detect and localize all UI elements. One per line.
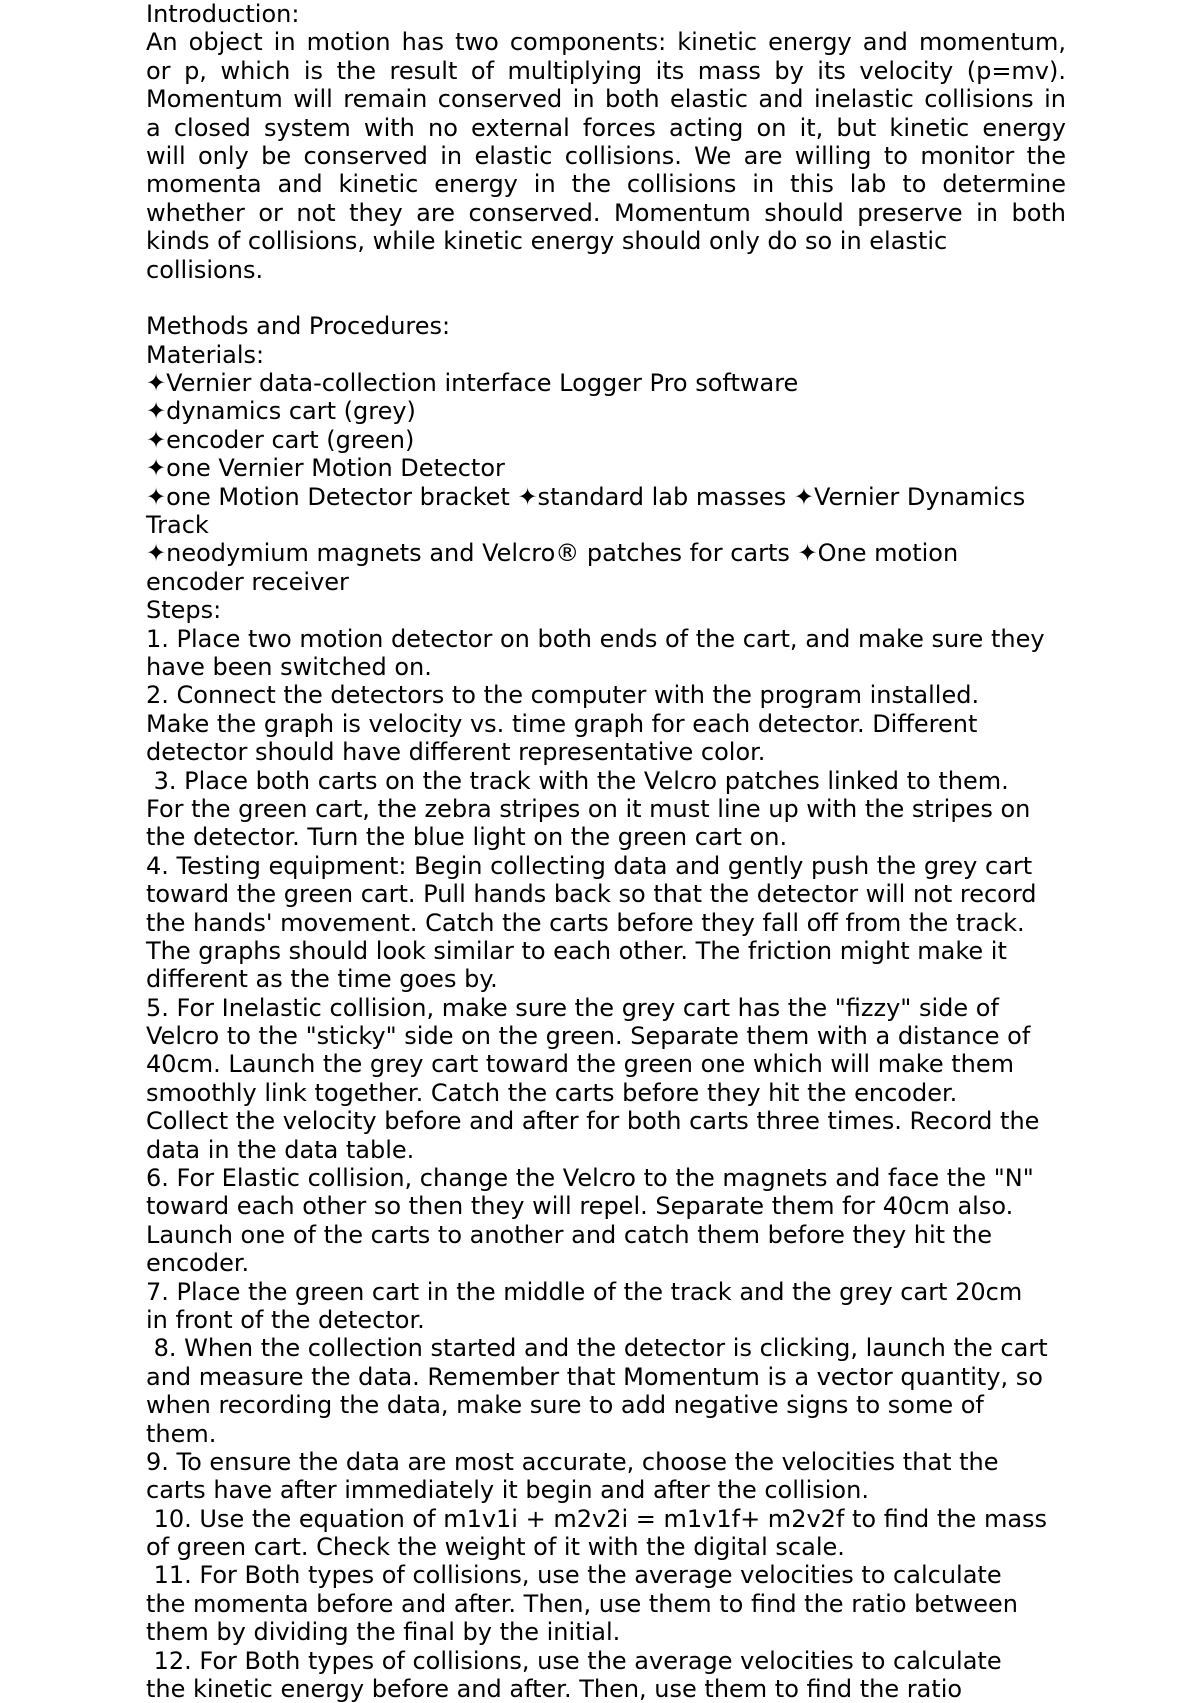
step-line: Make the graph is velocity vs. time graph for each detector. Different xyxy=(146,709,978,738)
step-line: the momenta before and after. Then, use them to find the ratio between xyxy=(146,1589,1018,1618)
step-line: 10. Use the equation of m1v1i + m2v2i = m1v1f+ m2v2f to find the mass xyxy=(146,1504,1048,1533)
step-line: in front of the detector. xyxy=(146,1305,425,1334)
step-line: Launch one of the carts to another and catch them before they hit the xyxy=(146,1220,993,1249)
blank-line xyxy=(146,284,1066,312)
step-line: the hands' movement. Catch the carts before they fall off from the track. xyxy=(146,908,1025,937)
intro-line: kinds of collisions, while kinetic energy should only do so in elastic xyxy=(146,227,948,256)
document-page xyxy=(146,0,1066,1703)
step-line: 40cm. Launch the grey cart toward the green one which will make them xyxy=(146,1050,1014,1079)
step-line: 2. Connect the detectors to the computer with the program installed. xyxy=(146,681,980,710)
materials-line: ✦encoder cart (green) xyxy=(146,425,415,454)
intro-line: momenta and kinetic energy in the collisions in this lab to determine xyxy=(146,170,1066,199)
step-line: different as the time goes by. xyxy=(146,965,498,994)
step-line: 9. To ensure the data are most accurate, choose the velocities that the xyxy=(146,1447,999,1476)
step-line: carts have after immediately it begin and after the collision. xyxy=(146,1476,869,1505)
step-line: them by dividing the final by the initial. xyxy=(146,1618,621,1647)
intro-line: or p, which is the result of multiplying its mass by its velocity (p=mv). xyxy=(146,56,1066,85)
step-line: 6. For Elastic collision, change the Velcro to the magnets and face the "N" xyxy=(146,1164,1034,1193)
step-line: 3. Place both carts on the track with the Velcro patches linked to them. xyxy=(146,766,1009,795)
step-line: 1. Place two motion detector on both ends of the cart, and make sure they xyxy=(146,624,1045,653)
step-line: The graphs should look similar to each other. The friction might make it xyxy=(146,936,1007,965)
materials-line: ✦one Vernier Motion Detector xyxy=(146,454,505,483)
introduction-heading: Introduction: xyxy=(146,0,300,28)
materials-line: ✦dynamics cart (grey) xyxy=(146,397,416,426)
step-line: 11. For Both types of collisions, use the average velocities to calculate xyxy=(146,1561,1002,1590)
step-line: 5. For Inelastic collision, make sure the grey cart has the "fizzy" side of xyxy=(146,993,999,1022)
step-line: and measure the data. Remember that Momentum is a vector quantity, so xyxy=(146,1362,1043,1391)
step-line: smoothly link together. Catch the carts before they hit the encoder. xyxy=(146,1078,958,1107)
step-line: the kinetic energy before and after. Then, use them to find the ratio xyxy=(146,1675,963,1703)
intro-line: whether or not they are conserved. Momentum should preserve in both xyxy=(146,198,1066,227)
intro-line: An object in motion has two components: kinetic energy and momentum, xyxy=(146,28,1066,57)
step-line: when recording the data, make sure to add negative signs to some of xyxy=(146,1391,984,1420)
step-line: For the green cart, the zebra stripes on it must line up with the stripes on xyxy=(146,794,1031,823)
step-line: have been switched on. xyxy=(146,652,432,681)
step-line: 12. For Both types of collisions, use the average velocities to calculate xyxy=(146,1646,1002,1675)
step-line: toward each other so then they will repel. Separate them for 40cm also. xyxy=(146,1192,1014,1221)
materials-line: encoder receiver xyxy=(146,567,349,596)
materials-line: ✦neodymium magnets and Velcro® patches for carts ✦One motion xyxy=(146,539,959,568)
methods-heading: Methods and Procedures: xyxy=(146,312,451,341)
step-line: them. xyxy=(146,1419,217,1448)
step-line: Collect the velocity before and after for both carts three times. Record the xyxy=(146,1107,1040,1136)
intro-line: a closed system with no external forces acting on it, but kinetic energy xyxy=(146,113,1066,142)
materials-heading: Materials: xyxy=(146,340,265,369)
step-line: detector should have different representative color. xyxy=(146,738,766,767)
materials-line: ✦one Motion Detector bracket ✦standard lab masses ✦Vernier Dynamics xyxy=(146,482,1026,511)
step-line: 4. Testing equipment: Begin collecting data and gently push the grey cart xyxy=(146,851,1033,880)
step-line: 8. When the collection started and the detector is clicking, launch the cart xyxy=(146,1334,1048,1363)
step-line: data in the data table. xyxy=(146,1135,415,1164)
intro-line: collisions. xyxy=(146,255,264,284)
materials-line: ✦Vernier data-collection interface Logger Pro software xyxy=(146,369,799,398)
step-line: Velcro to the "sticky" side on the green. Separate them with a distance of xyxy=(146,1022,1031,1051)
step-line: the detector. Turn the blue light on the green cart on. xyxy=(146,823,788,852)
step-line: of green cart. Check the weight of it with the digital scale. xyxy=(146,1533,845,1562)
step-line: encoder. xyxy=(146,1249,250,1278)
intro-line: Momentum will remain conserved in both elastic and inelastic collisions in xyxy=(146,85,1066,114)
step-line: toward the green cart. Pull hands back so that the detector will not record xyxy=(146,880,1037,909)
intro-line: will only be conserved in elastic collisions. We are willing to monitor the xyxy=(146,141,1066,170)
step-line: 7. Place the green cart in the middle of the track and the grey cart 20cm xyxy=(146,1277,1023,1306)
materials-line: Track xyxy=(146,511,209,540)
steps-heading: Steps: xyxy=(146,596,222,625)
